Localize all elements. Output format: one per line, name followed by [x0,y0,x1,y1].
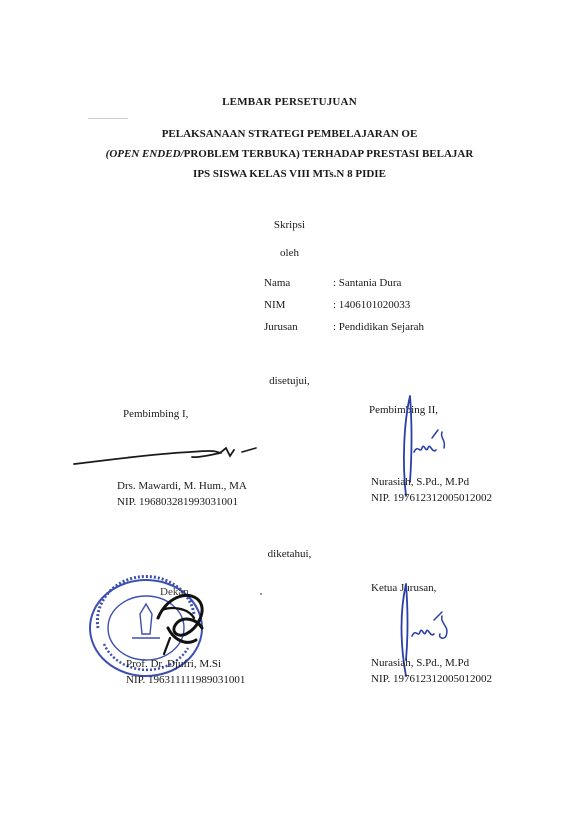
advisor1-nip: NIP. 196803281993031001 [117,496,239,508]
acknowledged-label: diketahui, [267,548,312,560]
advisor2-nip: NIP. 197612312005012002 [371,492,493,504]
approved-label: disetujui, [269,375,310,387]
dean-role: Dekan, [160,586,192,598]
thesis-title-italic: (OPEN ENDED/ [105,148,184,160]
student-nim-label: NIM [264,299,286,311]
advisor1-name: Drs. Mawardi, M. Hum., MA [117,480,247,492]
doc-type: Skripsi [273,219,306,231]
thesis-title-line2 [0,148,579,160]
dean-nip: NIP. 196311111989031001 [126,674,246,686]
student-dept-value: : Pendidikan Sejarah [333,321,425,333]
scan-dot [260,593,262,595]
head-dept-name: Nurasiah, S.Pd., M.Pd [371,657,470,669]
student-dept-label: Jurusan [264,321,298,333]
advisor2-role: Pembimbing II, [369,404,439,416]
page-title: LEMBAR PERSETUJUAN [222,96,357,108]
scan-mark [88,118,128,119]
thesis-title-rest: PROBLEM TERBUKA) TERHADAP PRESTASI BELAJAR [183,148,474,160]
student-name-value: : Santania Dura [333,277,402,289]
thesis-title-line3: IPS SISWA KELAS VIII MTs.N 8 PIDIE [193,168,386,180]
student-nim-value: : 1406101020033 [333,299,411,311]
by-label: oleh [280,247,299,259]
head-dept-role: Ketua Jurusan, [371,582,437,594]
advisor1-role: Pembimbing I, [123,408,189,420]
dean-signature [148,588,218,658]
student-name-label: Nama [264,277,291,289]
advisor1-signature [70,440,270,470]
head-dept-nip: NIP. 197612312005012002 [371,673,493,685]
thesis-title-line1: PELAKSANAAN STRATEGI PEMBELAJARAN OE [161,128,418,140]
advisor2-name: Nurasiah, S.Pd., M.Pd [371,476,470,488]
dean-name: Prof. Dr. Djufri, M.Si [126,658,222,670]
